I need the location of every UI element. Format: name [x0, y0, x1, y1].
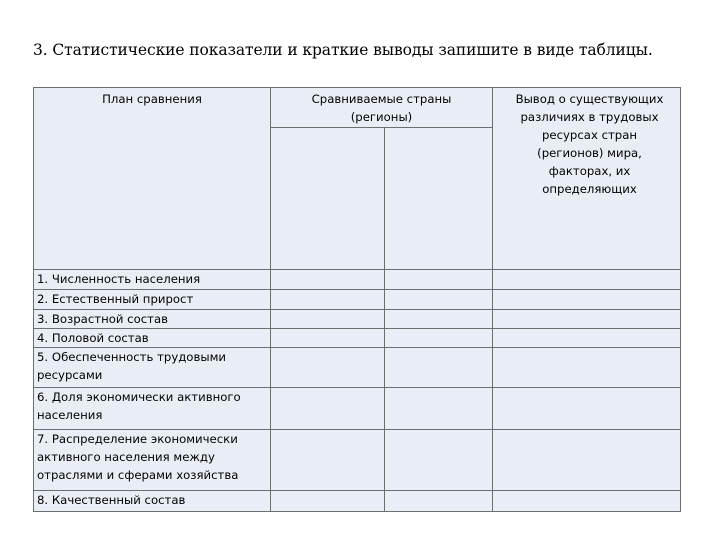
row-label: 8. Качественный состав: [34, 491, 271, 512]
country-1-cell[interactable]: [271, 270, 385, 290]
table-row: [34, 388, 681, 430]
table-row: [34, 270, 681, 290]
conclusion-cell[interactable]: [493, 329, 681, 348]
table-row: [34, 310, 681, 329]
country-2-header-cell[interactable]: [385, 128, 493, 270]
country-2-cell[interactable]: [385, 310, 493, 329]
header-conclusion: Вывод о существующих различиях в трудовых ресурсах стран (регионов) мира, факторах, их определяющих: [493, 88, 681, 270]
country-2-cell[interactable]: [385, 388, 493, 430]
country-2-cell[interactable]: [385, 430, 493, 491]
conclusion-cell[interactable]: [493, 348, 681, 388]
country-2-cell[interactable]: [385, 491, 493, 512]
country-2-cell[interactable]: [385, 329, 493, 348]
country-1-header-cell[interactable]: [271, 128, 385, 270]
country-1-cell[interactable]: [271, 310, 385, 329]
table-row: [34, 491, 681, 512]
row-label: 1. Численность населения: [34, 270, 271, 290]
table-row: [34, 348, 681, 388]
conclusion-cell[interactable]: [493, 310, 681, 329]
country-2-cell[interactable]: [385, 348, 493, 388]
country-1-cell[interactable]: [271, 430, 385, 491]
country-1-cell[interactable]: [271, 491, 385, 512]
country-1-cell[interactable]: [271, 290, 385, 310]
country-2-cell[interactable]: [385, 270, 493, 290]
header-countries: Сравниваемые страны (регионы): [271, 88, 493, 128]
conclusion-cell[interactable]: [493, 491, 681, 512]
row-label: 2. Естественный прирост: [34, 290, 271, 310]
country-2-cell[interactable]: [385, 290, 493, 310]
table-row: [34, 329, 681, 348]
row-label: 5. Обеспеченность трудовыми ресурсами: [34, 348, 271, 388]
header-plan: План сравнения: [34, 88, 271, 270]
country-1-cell[interactable]: [271, 388, 385, 430]
conclusion-cell[interactable]: [493, 388, 681, 430]
row-label: 7. Распределение экономически активного населения между отраслями и сферами хозяйства: [34, 430, 271, 491]
row-label: 3. Возрастной состав: [34, 310, 271, 329]
task-heading: 3. Статистические показатели и краткие выводы запишите в виде таблицы.: [33, 41, 653, 59]
row-label: 6. Доля экономически активного населения: [34, 388, 271, 430]
row-label: 4. Половой состав: [34, 329, 271, 348]
country-1-cell[interactable]: [271, 348, 385, 388]
comparison-table: [33, 87, 681, 512]
table-row: [34, 290, 681, 310]
conclusion-cell[interactable]: [493, 270, 681, 290]
conclusion-cell[interactable]: [493, 430, 681, 491]
conclusion-cell[interactable]: [493, 290, 681, 310]
table-row: [34, 430, 681, 491]
country-1-cell[interactable]: [271, 329, 385, 348]
